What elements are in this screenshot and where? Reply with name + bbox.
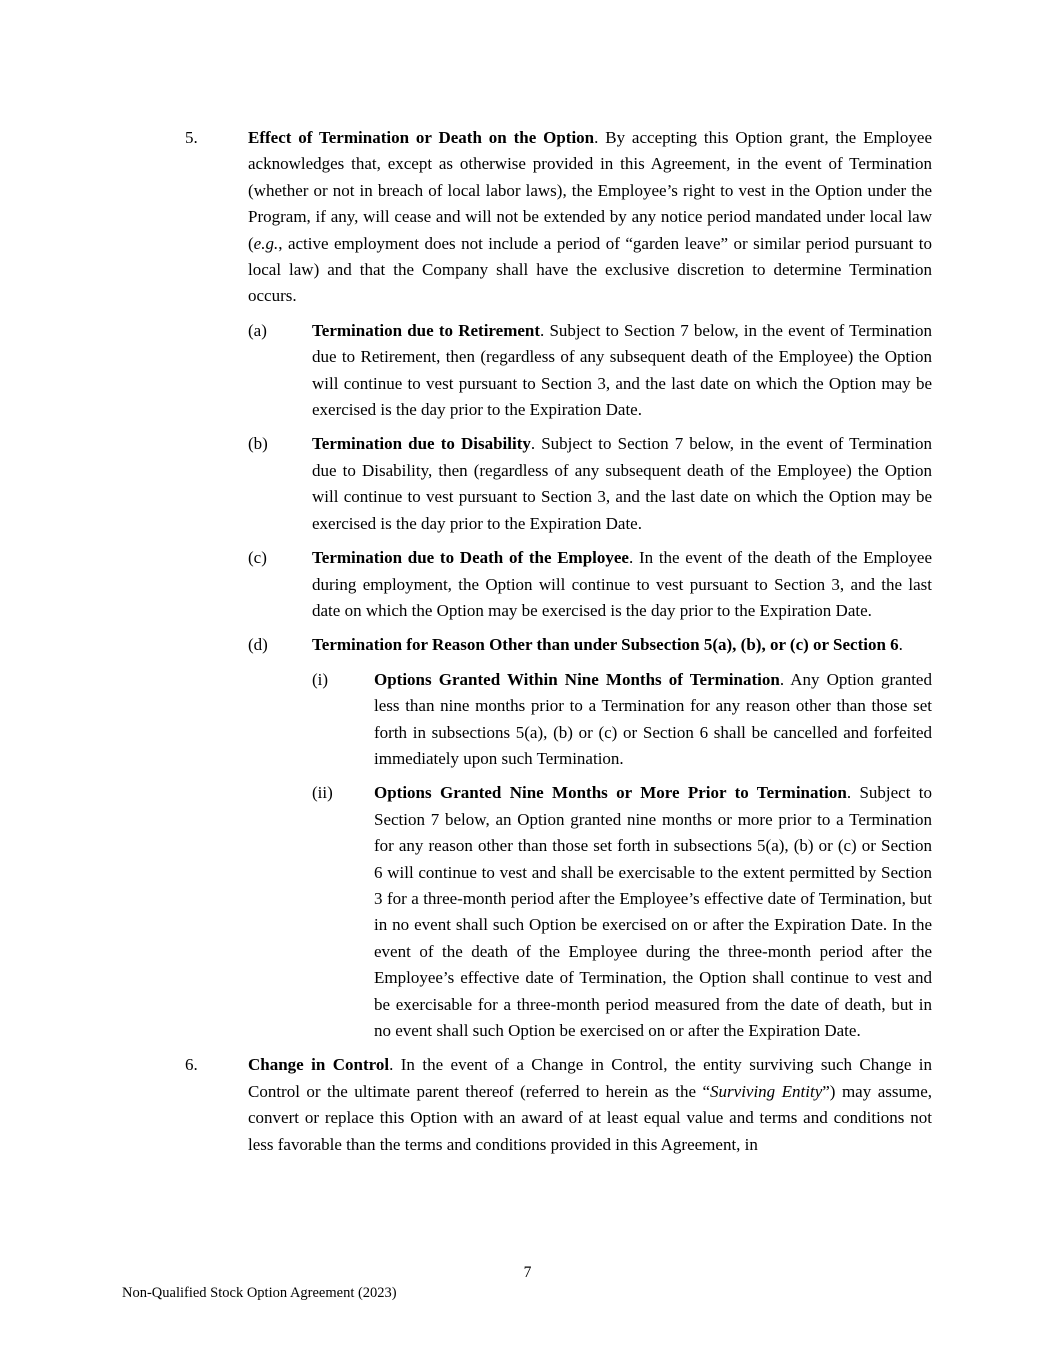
section-number: 5. (185, 128, 198, 147)
subsection-a-retirement (248, 318, 932, 424)
subsection-text (312, 548, 932, 620)
clause-text (374, 670, 932, 768)
document-body (0, 125, 1055, 1166)
text-run: Options Granted Within Nine Months of Termination (374, 669, 780, 689)
page-number: 7 (523, 1264, 532, 1281)
text-run: ”) may assume, convert or replace this Option with an award of at least equal value and terms and conditions not less favorable than the terms and conditions provided in this Agreement, in (248, 1081, 932, 1154)
clause-label: (ii) (312, 783, 333, 803)
text-run: Surviving Entity (710, 1081, 823, 1101)
text-run: , active employment does not include a period of “garden leave” or similar period pursuant to local law) and that the Company shall have the exclusive discretion to determine Termination occurs. (248, 233, 932, 306)
subsection-text (312, 635, 903, 654)
text-run: . (898, 635, 903, 655)
clause-text (374, 783, 932, 1040)
subsection-c-death (248, 545, 932, 624)
section-text (248, 1055, 932, 1153)
section-6-change-in-control (185, 1052, 933, 1158)
section-5-effect-of-termination (185, 125, 932, 310)
text-run: . Subject to Section 7 below, in the event of Termination due to Disability, then (regardless of any subsequent death of the Employee) the Option will continue to vest pursuant to Section 3, and the last date on which the Option may be exercised is the day prior to the Expiration Date. (312, 434, 932, 533)
text-run: Effect of Termination or Death on the Option (248, 128, 595, 147)
subsection-label: (a) (248, 320, 267, 340)
text-run: . Any Option granted less than nine months prior to a Termination for any reason other than those set forth in subsections 5(a), (b) or (c) or Section 6 shall be cancelled and forfeited immediately upon such Termination. (374, 669, 932, 768)
text-run: . By accepting this Option grant, the Employee acknowledges that, except as otherwise provided in this Agreement, in the event of Termination (whether or not in breach of local labor laws), the Employee’s right to vest in the Option under the Program, if any, will cease and will not be extended by any notice period mandated under local law ( (248, 128, 932, 253)
text-run: . Subject to Section 7 below, an Option granted nine months or more prior to a Termination for any reason other than those set forth in subsections 5(a), (b) or (c) or Section 6 will continue to vest and shall be exercisable to the extent permitted by Section 3 for a three-month period after the Employee’s effective date of Termination, but in no event shall such Option be exercised on or after the Expiration Date. In the event of the death of the Employee during the three-month period after the Employee’s effective date of Termination, the Option shall continue to vest and be exercisable for a three-month period measured from the date of death, but in no event shall such Option be exercised on or after the Expiration Date. (374, 783, 933, 1040)
text-run: Options Granted Nine Months or More Prior to Termination (374, 783, 847, 803)
subsection-label: (c) (248, 548, 267, 568)
text-run: . In the event of a Change in Control, the entity surviving such Change in Control or the ultimate parent thereof (referred to herein as the “ (248, 1055, 933, 1101)
subsection-b-disability (248, 431, 932, 537)
subsection-text (312, 434, 932, 532)
subsection-label: (b) (248, 434, 268, 454)
subsection-d-other-reason (248, 632, 932, 658)
text-run: Termination due to Death of the Employee (312, 548, 629, 568)
clause-ii-nine-months-or-more (312, 780, 933, 1044)
text-run: . Subject to Section 7 below, in the event of Termination due to Retirement, then (regardless of any subsequent death of the Employee) the Option will continue to vest pursuant to Section 3, and the last date on which the Option may be exercised is the day prior to the Expiration Date. (312, 320, 932, 420)
subsection-label: (d) (248, 635, 268, 655)
text-run: Termination for Reason Other than under Subsection 5(a), (b), or (c) or Section 6 (312, 635, 899, 655)
text-run: Termination due to Disability (312, 434, 531, 454)
section-text (248, 128, 932, 305)
text-run: Change in Control (248, 1055, 390, 1075)
clause-label: (i) (312, 669, 329, 689)
text-run: Termination due to Retirement (312, 320, 541, 340)
clause-i-within-nine-months (312, 667, 932, 773)
text-run: e.g. (253, 233, 279, 253)
subsection-text (312, 321, 932, 419)
section-number: 6. (185, 1055, 198, 1075)
text-run: . In the event of the death of the Employee during employment, the Option will continue to vest pursuant to Section 3, and the last date on which the Option may be exercised is the day prior to the Expiration Date. (312, 548, 932, 620)
footer-document-title: Non-Qualified Stock Option Agreement (2023) (122, 1285, 397, 1301)
